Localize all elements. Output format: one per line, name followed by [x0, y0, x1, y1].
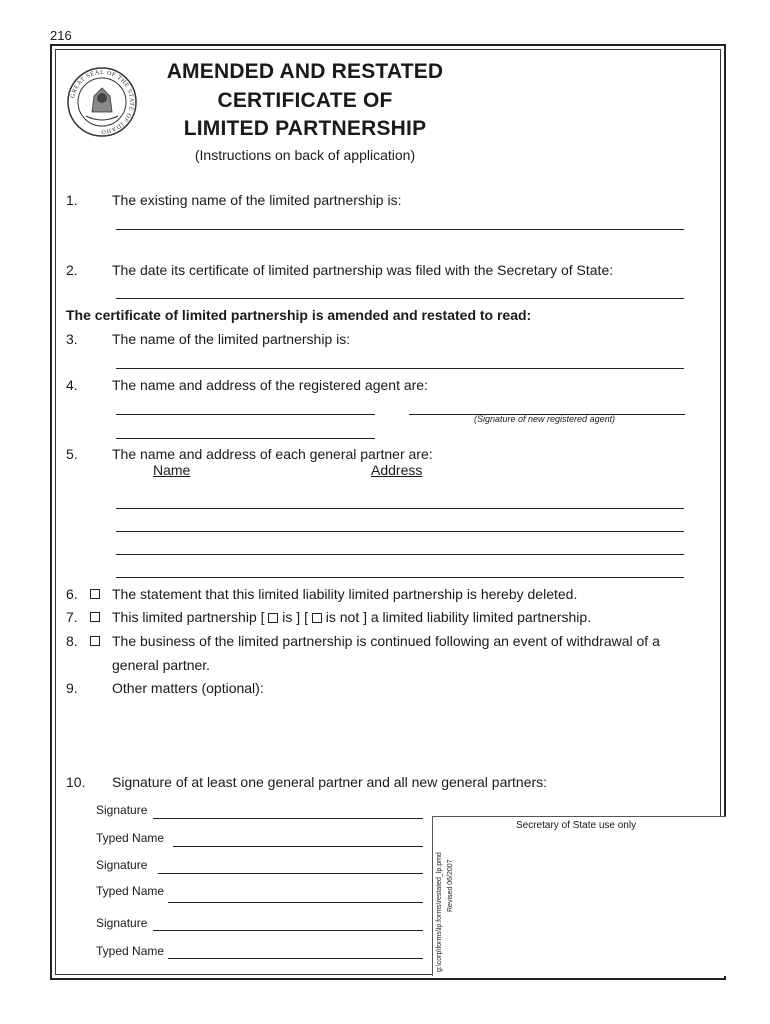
item-5-number: 5. [66, 446, 78, 462]
page-number: 216 [50, 28, 72, 43]
is-checkbox[interactable] [268, 613, 278, 623]
item-8-number: 8. [66, 633, 78, 649]
revision-note: Revised 06/2007 [447, 859, 454, 912]
item-3-label: The name of the limited partnership is: [112, 331, 351, 347]
typed-name-label-3: Typed Name [96, 944, 165, 958]
secretary-of-state-label: Secretary of State use only [516, 820, 637, 831]
signature-label-3: Signature [96, 916, 148, 930]
existing-name-field[interactable] [116, 229, 684, 230]
file-path-note: g:\corp\forms\lp.forms\restated_lp.pmd [436, 852, 443, 972]
agent-signature-caption: (Signature of new registered agent) [474, 414, 616, 424]
form-title-line-3: LIMITED PARTNERSHIP [183, 117, 427, 140]
item-7-checkbox[interactable] [90, 612, 100, 622]
svg-text:GREAT SEAL OF THE STATE OF IDA: GREAT SEAL OF THE STATE OF IDAHO [69, 68, 136, 136]
signature-field-3[interactable] [153, 930, 423, 931]
signature-field-1[interactable] [153, 818, 423, 819]
item-4-label: The name and address of the registered agent are: [112, 377, 428, 393]
partner-line-3[interactable] [116, 554, 684, 555]
item-8-checkbox[interactable] [90, 636, 100, 646]
signature-field-2[interactable] [158, 873, 423, 874]
item-10-number: 10. [66, 774, 86, 790]
typed-name-field-2[interactable] [168, 902, 423, 903]
item-7-number: 7. [66, 609, 78, 625]
typed-name-field-3[interactable] [168, 958, 423, 959]
partner-line-1[interactable] [116, 508, 684, 509]
item-1-number: 1. [66, 192, 78, 208]
partner-line-4[interactable] [116, 577, 684, 578]
signature-label-2: Signature [96, 858, 148, 872]
secretary-of-state-box [432, 816, 726, 976]
amended-heading: The certificate of limited partnership is amended and restated to read: [66, 307, 532, 323]
item-7-label [112, 609, 591, 625]
typed-name-field-1[interactable] [173, 846, 423, 847]
item-9-label: Other matters (optional): [112, 680, 264, 696]
address-column-header: Address [371, 462, 423, 478]
item-7-isnot: is not ] a limited liability limited partnership. [325, 609, 592, 625]
filing-date-field[interactable] [116, 298, 684, 299]
agent-address-field[interactable] [116, 438, 375, 439]
item-9-number: 9. [66, 680, 78, 696]
item-8-label: The business of the limited partnership is continued following an event of withdrawal of a [112, 633, 660, 649]
item-1-label: The existing name of the limited partnership is: [112, 192, 402, 208]
item-2-label: The date its certificate of limited partnership was filed with the Secretary of State: [112, 262, 614, 278]
typed-name-label-1: Typed Name [96, 831, 165, 845]
item-5-label: The name and address of each general partner are: [112, 446, 433, 462]
item-4-number: 4. [66, 377, 78, 393]
item-10-label: Signature of at least one general partner and all new general partners: [112, 774, 548, 790]
partnership-name-field[interactable] [116, 368, 684, 369]
name-column-header: Name [153, 462, 191, 478]
item-2-number: 2. [66, 262, 78, 278]
instructions-note: (Instructions on back of application) [194, 147, 416, 163]
item-6-label: The statement that this limited liability limited partnership is hereby deleted. [112, 586, 578, 602]
signature-label-1: Signature [96, 803, 148, 817]
partner-line-2[interactable] [116, 531, 684, 532]
item-6-checkbox[interactable] [90, 589, 100, 599]
form-title-line-1: AMENDED AND RESTATED [166, 60, 444, 83]
item-7-prefix: This limited partnership [ [112, 609, 265, 625]
item-6-number: 6. [66, 586, 78, 602]
typed-name-label-2: Typed Name [96, 884, 165, 898]
item-8-label-cont: general partner. [112, 657, 211, 673]
form-title-line-2: CERTIFICATE OF [217, 89, 393, 112]
item-3-number: 3. [66, 331, 78, 347]
state-seal-icon [66, 66, 138, 138]
is-not-checkbox[interactable] [312, 613, 322, 623]
item-7-is: is ] [ [282, 609, 308, 625]
agent-name-field[interactable] [116, 414, 375, 415]
